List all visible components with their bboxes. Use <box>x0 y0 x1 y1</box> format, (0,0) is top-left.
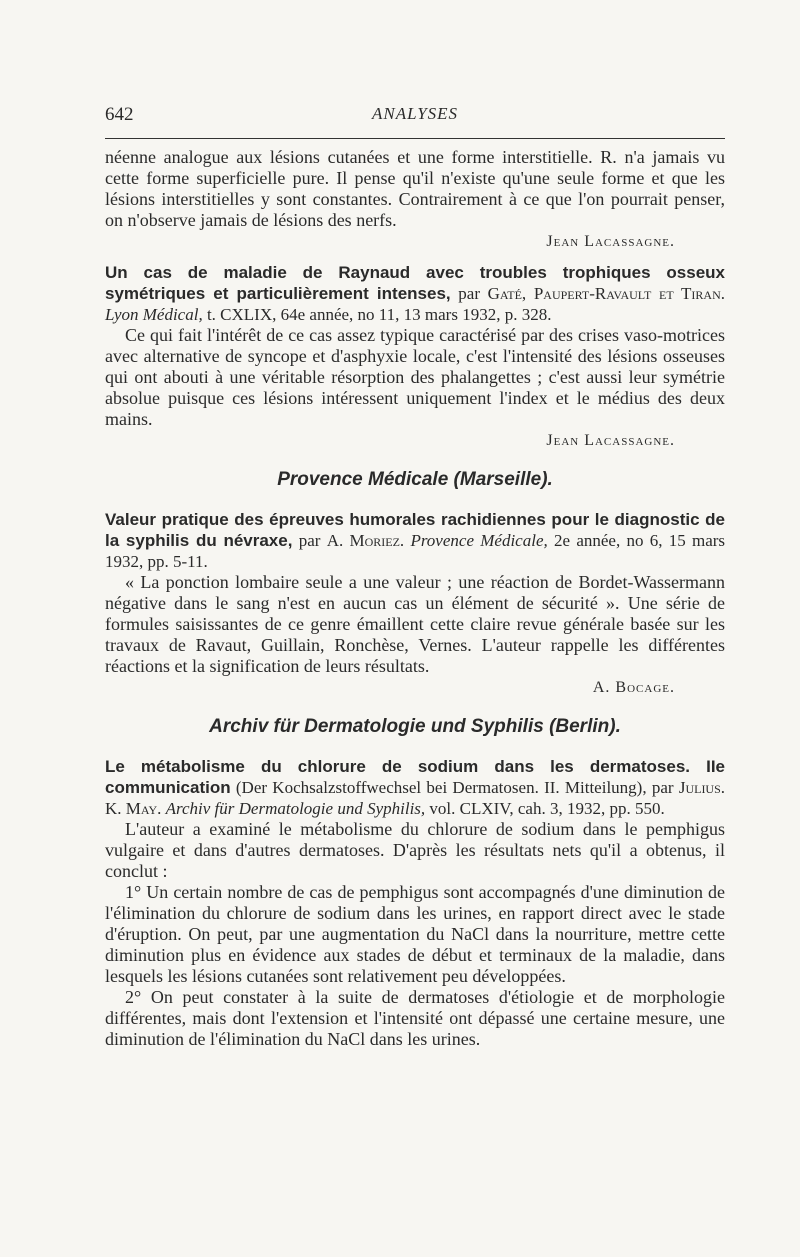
article-point-2: 2° On peut constater à la suite de dermatoses d'étiologie et de morphologie différentes, mais dont l'extension et l'intensité ont dépassé une certaine mesure, une diminution de l'élimination du NaCl dans les urines. <box>105 987 725 1049</box>
article-journal: Provence Médicale, <box>410 531 548 550</box>
article-point-1: 1° Un certain nombre de cas de pemphigus sont accompagnés d'une diminution de l'élimination du chlorure de sodium dans les urines, en rapport direct avec le stade d'éruption. On peut, par une augmentation du NaCl dans la nourriture, mettre cette diminution plus en évidence aux stades de début et terminaux de la maladie, dans lesquels les lésions cutanées sont relativement peu développées. <box>105 882 725 986</box>
article-body-intro: L'auteur a examiné le métabolisme du chlorure de sodium dans le pemphigus vulgaire et dans d'autres dermatoses. D'après les résultats nets qu'il a obtenus, il conclut : <box>105 819 725 881</box>
running-head: ANALYSES <box>371 104 459 123</box>
journal-section-heading: Archiv für Dermatologie und Syphilis (Berlin). <box>209 716 621 737</box>
signature: A. Bocage. <box>592 679 675 696</box>
article-citation-original: (Der Kochsalzstoffwechsel bei Dermatosen. II. Mitteilung), par <box>235 778 674 797</box>
article-by: par <box>458 284 480 303</box>
article-journal: Lyon Médical, <box>105 305 203 324</box>
article-authors: Julius. K. May. <box>105 778 726 818</box>
article-journal: Archiv für Dermatologie und Syphilis, <box>165 799 426 818</box>
article-title: Valeur pratique des épreuves humorales rachidiennes pour le diagnostic de la syphilis du névraxe, <box>105 510 725 550</box>
article-entry <box>105 756 725 819</box>
header-rule <box>105 138 725 139</box>
page-content <box>105 147 725 1050</box>
article-citation: t. CXLIX, 64e année, no 11, 13 mars 1932, p. 328. <box>206 305 552 324</box>
page-number: 642 <box>105 104 134 125</box>
article-authors: A. Moriez. <box>326 531 405 550</box>
article-title: Le métabolisme du chlorure de sodium dans les dermatoses. IIe communication <box>105 757 725 797</box>
article-entry <box>105 509 725 572</box>
page-header <box>105 104 725 130</box>
article-title: Un cas de maladie de Raynaud avec troubles trophiques osseux symétriques et particulièrement intenses, <box>105 263 725 303</box>
article-by: par <box>298 531 321 550</box>
signature: Jean Lacassagne. <box>546 233 675 250</box>
article-entry <box>105 262 725 325</box>
signature: Jean Lacassagne. <box>546 432 675 449</box>
article-body: « La ponction lombaire seule a une valeur ; une réaction de Bordet-Wassermann négative dans le sang n'est en aucun cas un élément de sécurité ». Une série de formules saisissantes de ce genre émaillent cette claire revue générale basée sur les travaux de Ravaut, Guillain, Ronchèse, Vernes. L'auteur rappelle les différentes réactions et la signification de leurs résultats. <box>105 572 725 676</box>
article-citation: 2e année, no 6, 15 mars 1932, pp. 5-11. <box>105 531 726 571</box>
continued-paragraph: néenne analogue aux lésions cutanées et une forme interstitielle. R. n'a jamais vu cette forme superficielle pure. Il pense qu'il n'existe qu'une seule forme et que les lésions interstitielles y sont constantes. Contrairement à ce que l'on pourrait penser, on n'observe jamais de lésions des nerfs. <box>105 147 725 230</box>
article-authors: Gaté, Paupert-Ravault et Tiran. <box>487 284 725 303</box>
article-citation: vol. CLXIV, cah. 3, 1932, pp. 550. <box>429 799 665 818</box>
journal-section-heading: Provence Médicale (Marseille). <box>277 469 553 490</box>
article-body: Ce qui fait l'intérêt de ce cas assez typique caractérisé par des crises vaso-motrices avec alternative de syncope et d'asphyxie locale, c'est l'intensité des lésions osseuses qui ont abouti à une véritable résorption des phalangettes ; c'est aussi leur symétrie absolue puisque ces lésions intéressent uniquement l'index et le médius des deux mains. <box>105 325 725 429</box>
